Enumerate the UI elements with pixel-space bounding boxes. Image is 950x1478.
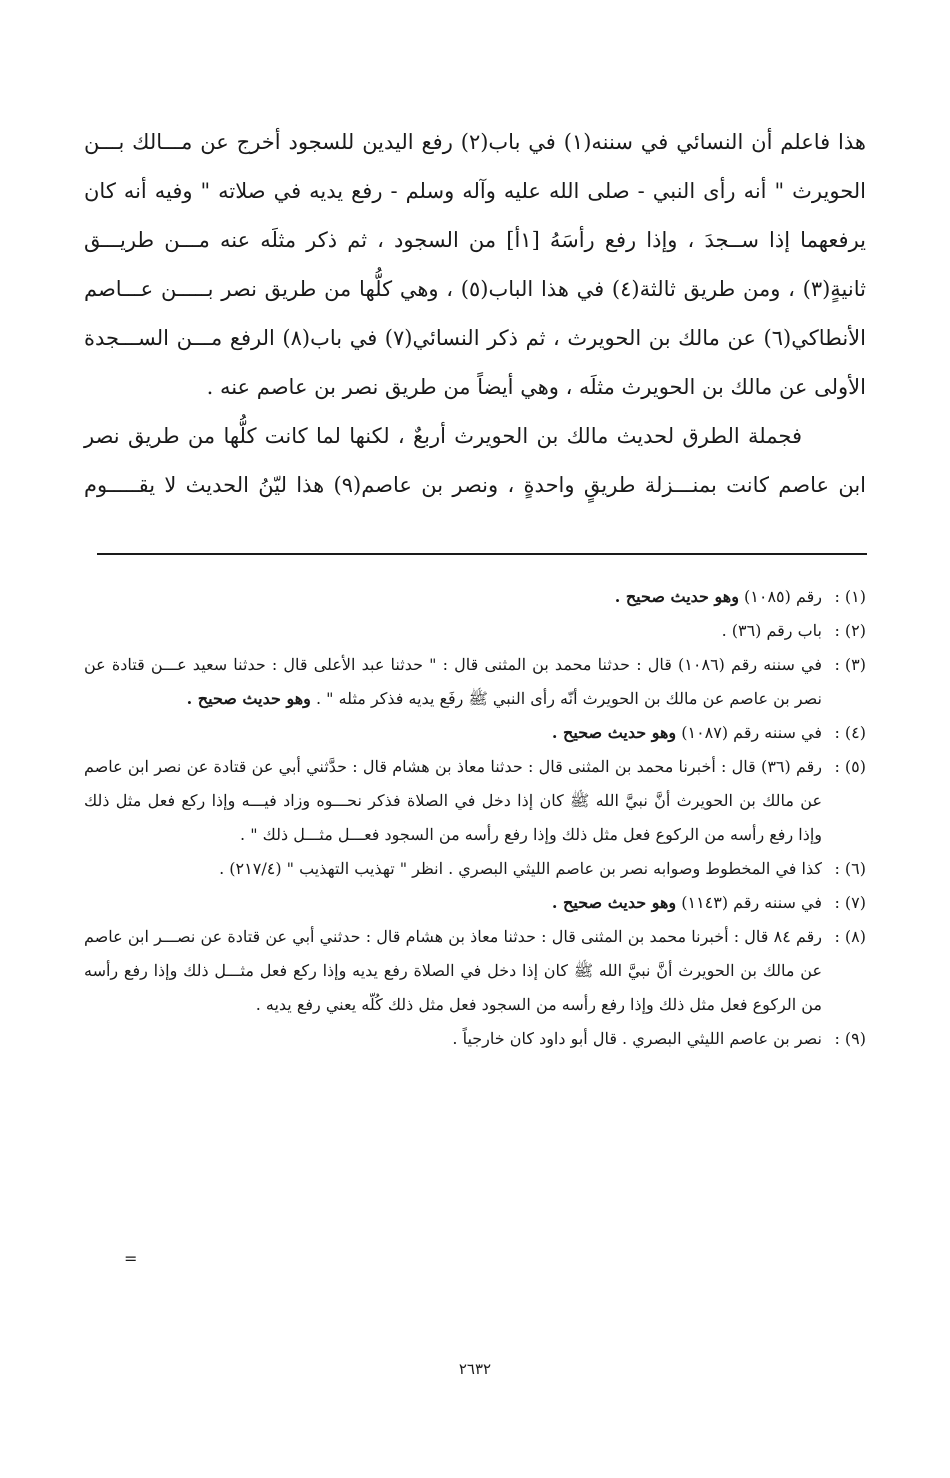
footnote-text: رقم ٨٤ قال : أخبرنا محمد بن المثنى قال : حدثنا معاذ بن هشام قال : حدثني أبي عن قتادة عن نصـــر ابن عاصم عن مالك بن الحويرث أنَّ نبيَّ الله ﷺ كان إذا دخل في الصلاة رفع يديه وإذا ركع فعل مثـــل ذلك وإذا رفع رأسه من الركوع فعل مثل ذلك وإذا رفع رأسه من السجود فعل مثل ذلك كُلّه يعني رفع يديه .: [84, 927, 823, 1014]
text-line: ثانيةٍ(٣) ، ومن طريق ثالثة(٤) في هذا الباب(٥) ، وهي كلُّها من طريق نصر بـــــن عـــاصم: [84, 277, 866, 301]
footnote-number: (٢) :: [834, 621, 866, 640]
text-line: هذا فاعلم أن النسائي في سننه(١) في باب(٢) رفع اليدين للسجود أخرج عن مـــالك بـــن: [84, 130, 866, 154]
footnote-grade: وهو حديث صحيح .: [551, 893, 677, 912]
footnote-text: رقم (٣٦) قال : أخبرنا محمد بن المثنى قال : حدثنا معاذ بن هشام قال : حدَّثني أبي عن قتادة عن نصر ابن عاصم عن مالك بن الحويرث أنَّ نبيَّ الله ﷺ كان إذا دخل في الصلاة فذكر نحـــوه وزاد فيـــه وإذا ركع فعل مثل ذلك وإذا رفع رأسه من الركوع فعل مثل ذلك وإذا رفع رأسه من السجود فعـــل مثـــل ذلك " .: [84, 757, 823, 844]
text-line: الأنطاكي(٦) عن مالك بن الحويرث ، ثم ذكر النسائي(٧) في باب(٨) الرفع مـــن الســـجدة: [84, 326, 866, 350]
footnote-number: (٣) :: [834, 655, 866, 674]
footnote-text: في سننه رقم (١٠٨٧): [676, 723, 822, 742]
footnote-7: [84, 886, 866, 920]
footnote-6: [84, 852, 866, 886]
main-text: [84, 118, 866, 510]
footnote-text: باب رقم (٣٦) .: [721, 621, 822, 640]
footnote-3: [84, 648, 866, 716]
text-line: الحويرث " أنه رأى النبي - صلى الله عليه وآله وسلم - رفع يديه في صلاته " وفيه أنه كان: [84, 179, 866, 203]
footnote-number: (٧) :: [834, 893, 866, 912]
footnote-number: (٤) :: [834, 723, 866, 742]
page-number: ٢٦٣٢: [458, 1360, 492, 1378]
footnote-grade: وهو حديث صحيح .: [614, 587, 739, 606]
footnote-4: [84, 716, 866, 750]
footnote-text: في سننه رقم (١٠٨٦) قال : حدثنا محمد بن المثنى قال : " حدثنا عبد الأعلى قال : حدثنا سعيد عـــن قتادة عن نصر بن عاصم عن مالك بن الحويرث أنّه رأى النبي ﷺ رفَع يديه فذكر مثله " .: [84, 655, 822, 708]
text-line: ابن عاصم كانت بمنـــزلة طريقٍ واحدةٍ ، ونصر بن عاصم(٩) هذا ليّنُ الحديث لا يقـــــوم: [84, 473, 867, 497]
continuation-mark: =: [124, 1249, 138, 1268]
footnote-number: (١) :: [834, 587, 866, 606]
footnote-separator: [97, 553, 867, 555]
footnote-grade: وهو حديث صحيح .: [186, 689, 311, 708]
text-line: الأولى عن مالك بن الحويرث مثلَه ، وهي أيضاً من طريق نصر بن عاصم عنه .: [206, 375, 866, 399]
footnote-1: [84, 580, 866, 614]
footnote-5: [84, 750, 866, 852]
footnote-text: نصر بن عاصم الليثي البصري . قال أبو داود كان خارجياً .: [452, 1029, 822, 1048]
text-line: فجملة الطرق لحديث مالك بن الحويرث أربعٌ ، لكنها لما كانت كلُّها من طريق نصر: [84, 424, 802, 448]
footnote-number: (٩) :: [834, 1029, 866, 1048]
footnote-grade: وهو حديث صحيح .: [551, 723, 677, 742]
footnote-2: [84, 614, 866, 648]
footnote-text: كذا في المخطوط وصوابه نصر بن عاصم الليثي البصري . انظر " تهذيب التهذيب " (٢١٧/٤) .: [219, 859, 822, 878]
footnote-8: [84, 920, 866, 1022]
footnote-text: في سننه رقم (١١٤٣): [676, 893, 822, 912]
footnote-text: رقم (١٠٨٥): [738, 587, 822, 606]
footnote-number: (٥) :: [834, 757, 866, 776]
footnote-9: [84, 1022, 866, 1056]
footnote-number: (٦) :: [834, 859, 866, 878]
footnote-number: (٨) :: [834, 927, 866, 946]
text-line: يرفعهما إذا ســجدَ ، وإذا رفع رأسَهُ [١أ] من السجود ، ثم ذكر مثلَه عنه مـــن طريـــق: [84, 228, 866, 252]
footnotes: [84, 580, 866, 1056]
